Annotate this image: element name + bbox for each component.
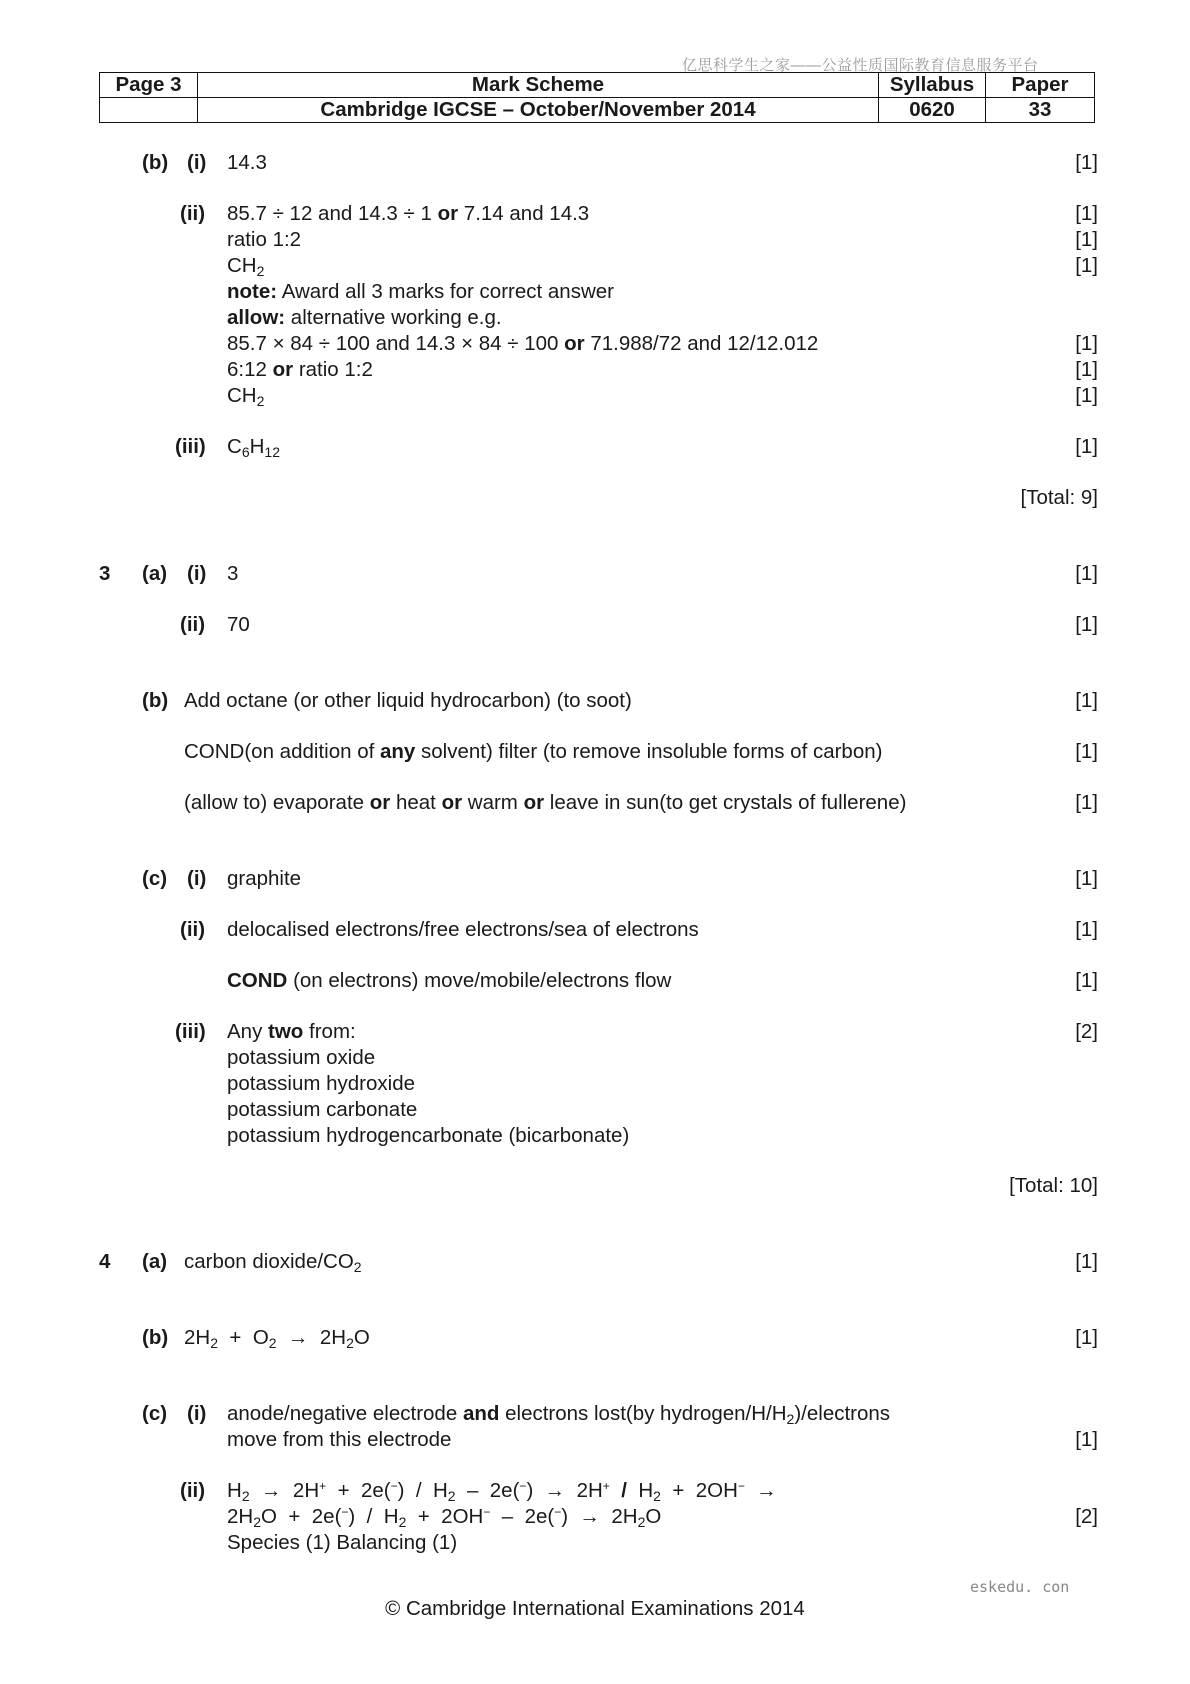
mark-4c-i: [1]: [1075, 1428, 1098, 1451]
mark-3b-3: [1]: [1075, 791, 1098, 814]
answer-3b-2: COND(on addition of any solvent) filter (to remove insoluble forms of carbon): [184, 740, 883, 763]
label-b: (b): [142, 689, 169, 712]
label-ii: (ii): [180, 918, 206, 941]
paper-number: 33: [986, 98, 1095, 123]
mark-3b-1: [1]: [1075, 689, 1098, 712]
mark-2b-ii-4: [1]: [1075, 332, 1098, 355]
label-ii: (ii): [180, 1479, 206, 1502]
mark-2b-ii-1: [1]: [1075, 202, 1098, 225]
label-i: (i): [187, 1402, 207, 1425]
header-blank: [100, 98, 198, 123]
answer-3c-ii-1: delocalised electrons/free electrons/sea of electrons: [227, 918, 699, 941]
label-b: (b): [142, 1326, 169, 1349]
alt-working-formula: $CH_2$: [227, 384, 265, 409]
answer-3a-ii: 70: [227, 613, 250, 636]
label-iii: (iii): [175, 1020, 206, 1043]
header-table: [99, 72, 1095, 123]
note-line: note: Award all 3 marks for correct answer: [227, 280, 614, 303]
answer-4a: carbon dioxide/$CO_2$: [184, 1250, 362, 1275]
total-q2: [Total: 9]: [1020, 486, 1098, 509]
watermark: 亿思科学生之家——公益性质国际教育信息服务平台: [682, 57, 1039, 74]
answer-4c-ii-line3: Species (1) Balancing (1): [227, 1531, 458, 1554]
syllabus-code: 0620: [879, 98, 986, 123]
mark-3a-ii: [1]: [1075, 613, 1098, 636]
doc-title: Mark Scheme: [198, 73, 879, 98]
mark-4a: [1]: [1075, 1250, 1098, 1273]
exam-name: Cambridge IGCSE – October/November 2014: [198, 98, 879, 123]
mark-2b-i: [1]: [1075, 151, 1098, 174]
answer-4c-ii-line1: $H_2 \to 2H^+ + 2e(^-) / H_2 - 2e(^-) \to 2H^+ / H_2 + 2OH^-$ →: [227, 1479, 777, 1504]
alt-working-line2: 6:12 or ratio 1:2: [227, 358, 373, 381]
list-item: potassium hydroxide: [227, 1072, 416, 1095]
question-3-number: 3: [99, 562, 111, 585]
label-iii: (iii): [175, 435, 206, 458]
allow-line: allow: alternative working e.g.: [227, 306, 502, 329]
mark-2b-ii-2: [1]: [1075, 228, 1098, 251]
label-i: (i): [187, 151, 207, 174]
mark-2b-ii-6: [1]: [1075, 384, 1098, 407]
answer-2b-ii-line1: 85.7 ÷ 12 and 14.3 ÷ 1 or 7.14 and 14.3: [227, 202, 590, 225]
mark-4c-ii: [2]: [1075, 1505, 1098, 1528]
label-a: (a): [142, 1250, 168, 1273]
syllabus-label: Syllabus: [879, 73, 986, 98]
paper-label: Paper: [986, 73, 1095, 98]
copyright-footer: © Cambridge International Examinations 2014: [385, 1597, 805, 1620]
label-ii: (ii): [180, 202, 206, 225]
answer-4c-ii-line2: $2H_2O + 2e(^-) / H_2 + 2OH^- - 2e(^-) \to 2H_2O$: [227, 1505, 662, 1530]
label-b: (b): [142, 151, 169, 174]
mark-3a-i: [1]: [1075, 562, 1098, 585]
answer-3b-1: Add octane (or other liquid hydrocarbon) (to soot): [184, 689, 632, 712]
label-c: (c): [142, 867, 168, 890]
label-ii: (ii): [180, 613, 206, 636]
answer-3c-ii-2: COND (on electrons) move/mobile/electrons flow: [227, 969, 672, 992]
mark-3c-ii-1: [1]: [1075, 918, 1098, 941]
mark-3c-ii-2: [1]: [1075, 969, 1098, 992]
label-i: (i): [187, 562, 207, 585]
alt-working-line1: 85.7 × 84 ÷ 100 and 14.3 × 84 ÷ 100 or 71.988/72 and 12/12.012: [227, 332, 819, 355]
answer-2b-ii-formula: $CH_2$: [227, 254, 265, 279]
list-item: potassium hydrogencarbonate (bicarbonate): [227, 1124, 630, 1147]
answer-3c-i: graphite: [227, 867, 302, 890]
answer-3a-i: 3: [227, 562, 239, 585]
site-watermark: eskedu. con: [970, 1578, 1070, 1596]
label-a: (a): [142, 562, 168, 585]
mark-3c-iii: [2]: [1075, 1020, 1098, 1043]
answer-2b-ii-line2: ratio 1:2: [227, 228, 302, 251]
total-q3: [Total: 10]: [1009, 1174, 1098, 1197]
answer-3c-iii-intro: Any two from:: [227, 1020, 356, 1043]
question-4-number: 4: [99, 1250, 111, 1273]
answer-2b-i: 14.3: [227, 151, 267, 174]
mark-2b-ii-3: [1]: [1075, 254, 1098, 277]
mark-2b-ii-5: [1]: [1075, 358, 1098, 381]
list-item: potassium oxide: [227, 1046, 376, 1069]
mark-4b: [1]: [1075, 1326, 1098, 1349]
answer-4c-i-line1: anode/negative electrode and electrons lost(by hydrogen/$H/H_2$)/electrons: [227, 1402, 891, 1427]
mark-3b-2: [1]: [1075, 740, 1098, 763]
label-i: (i): [187, 867, 207, 890]
label-c: (c): [142, 1402, 168, 1425]
answer-4b-equation: $2H_2 + O_2 \to 2H_2O$: [184, 1326, 370, 1351]
page-number: Page 3: [100, 73, 198, 98]
mark-3c-i: [1]: [1075, 867, 1098, 890]
list-item: potassium carbonate: [227, 1098, 418, 1121]
answer-2b-iii: $C_6H_{12}$: [227, 435, 280, 460]
mark-2b-iii: [1]: [1075, 435, 1098, 458]
answer-4c-i-line2: move from this electrode: [227, 1428, 452, 1451]
answer-3b-3: (allow to) evaporate or heat or warm or leave in sun(to get crystals of fullerene): [184, 791, 907, 814]
